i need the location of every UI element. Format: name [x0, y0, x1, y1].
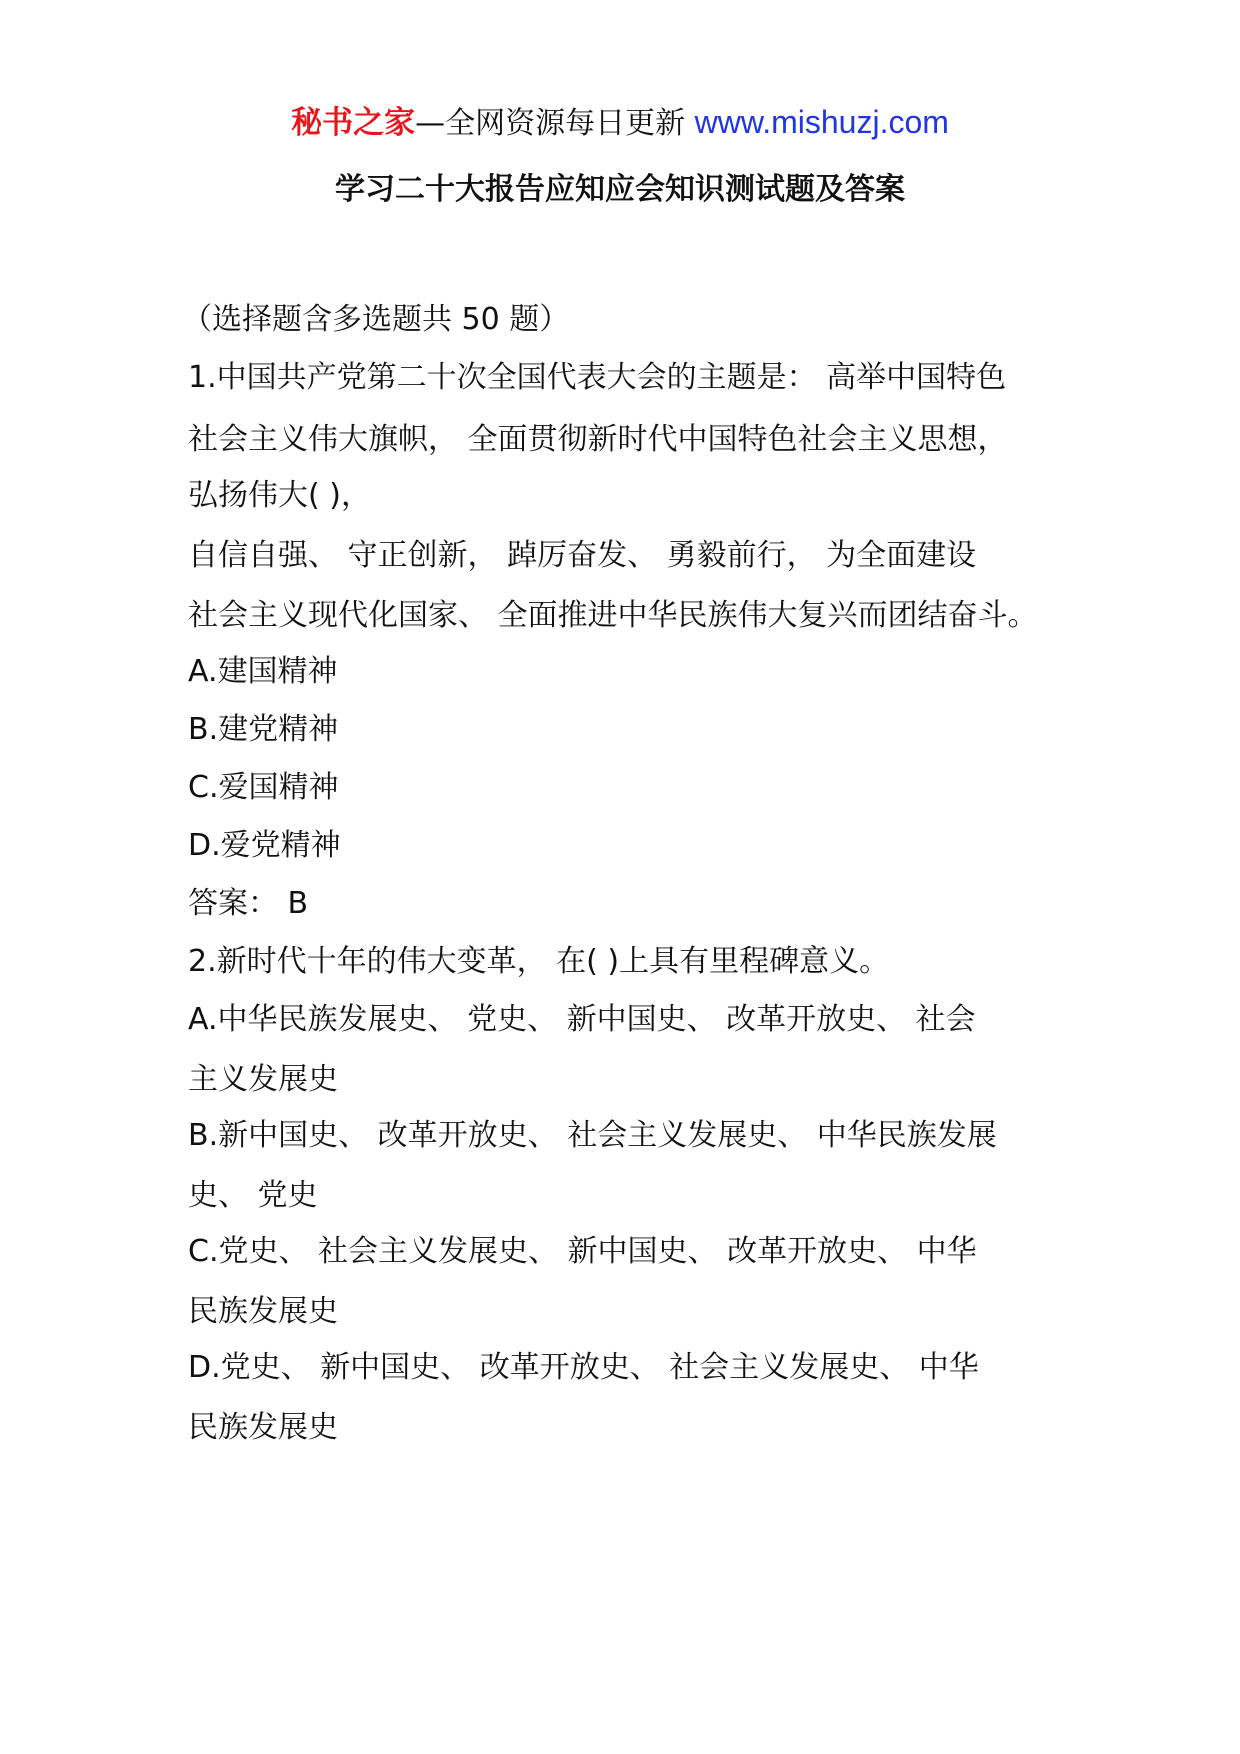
question-1-text-line-1: 1.中国共产党第二十次全国代表大会的主题是： 高举中国特色: [188, 360, 1007, 395]
question-1-text-line-2: 社会主义伟大旗帜， 全面贯彻新时代中国特色社会主义思想，: [188, 422, 1008, 457]
brand-slogan: —全网资源每日更新: [415, 106, 686, 141]
document-title: 学习二十大报告应知应会知识测试题及答案: [335, 172, 905, 207]
question-2-option-b-line-1: B.新中国史、 改革开放史、 社会主义发展史、 中华民族发展: [188, 1118, 997, 1153]
question-2-option-b-line-2: 史、 党史: [188, 1178, 318, 1213]
question-1-answer: 答案： B: [188, 886, 309, 921]
site-banner: [0, 102, 1240, 144]
site-url-link[interactable]: www.mishuzj.com: [694, 104, 949, 140]
question-2-option-c-line-1: C.党史、 社会主义发展史、 新中国史、 改革开放史、 中华: [188, 1234, 977, 1269]
question-set-note: （选择题含多选题共 50 题）: [182, 302, 570, 337]
question-2-option-d-line-2: 民族发展史: [188, 1410, 338, 1445]
question-1-text-line-4: 自信自强、 守正创新， 踔厉奋发、 勇毅前行， 为全面建设: [188, 538, 977, 573]
question-1-option-a: A.建国精神: [188, 654, 338, 689]
question-1-text-line-5: 社会主义现代化国家、 全面推进中华民族伟大复兴而团结奋斗。: [188, 598, 1038, 633]
question-1-option-c: C.爱国精神: [188, 770, 339, 805]
question-2-option-a-line-1: A.中华民族发展史、 党史、 新中国史、 改革开放史、 社会: [188, 1002, 976, 1037]
question-1-text-line-3: 弘扬伟大( )，: [188, 478, 371, 513]
question-2-option-c-line-2: 民族发展史: [188, 1294, 338, 1329]
question-2-option-a-line-2: 主义发展史: [188, 1062, 338, 1097]
brand-name: 秘书之家: [291, 105, 416, 141]
question-2-text-line-1: 2.新时代十年的伟大变革， 在( )上具有里程碑意义。: [188, 944, 890, 979]
question-2-option-d-line-1: D.党史、 新中国史、 改革开放史、 社会主义发展史、 中华: [188, 1350, 979, 1385]
question-1-option-d: D.爱党精神: [188, 828, 341, 863]
question-1-option-b: B.建党精神: [188, 712, 339, 747]
